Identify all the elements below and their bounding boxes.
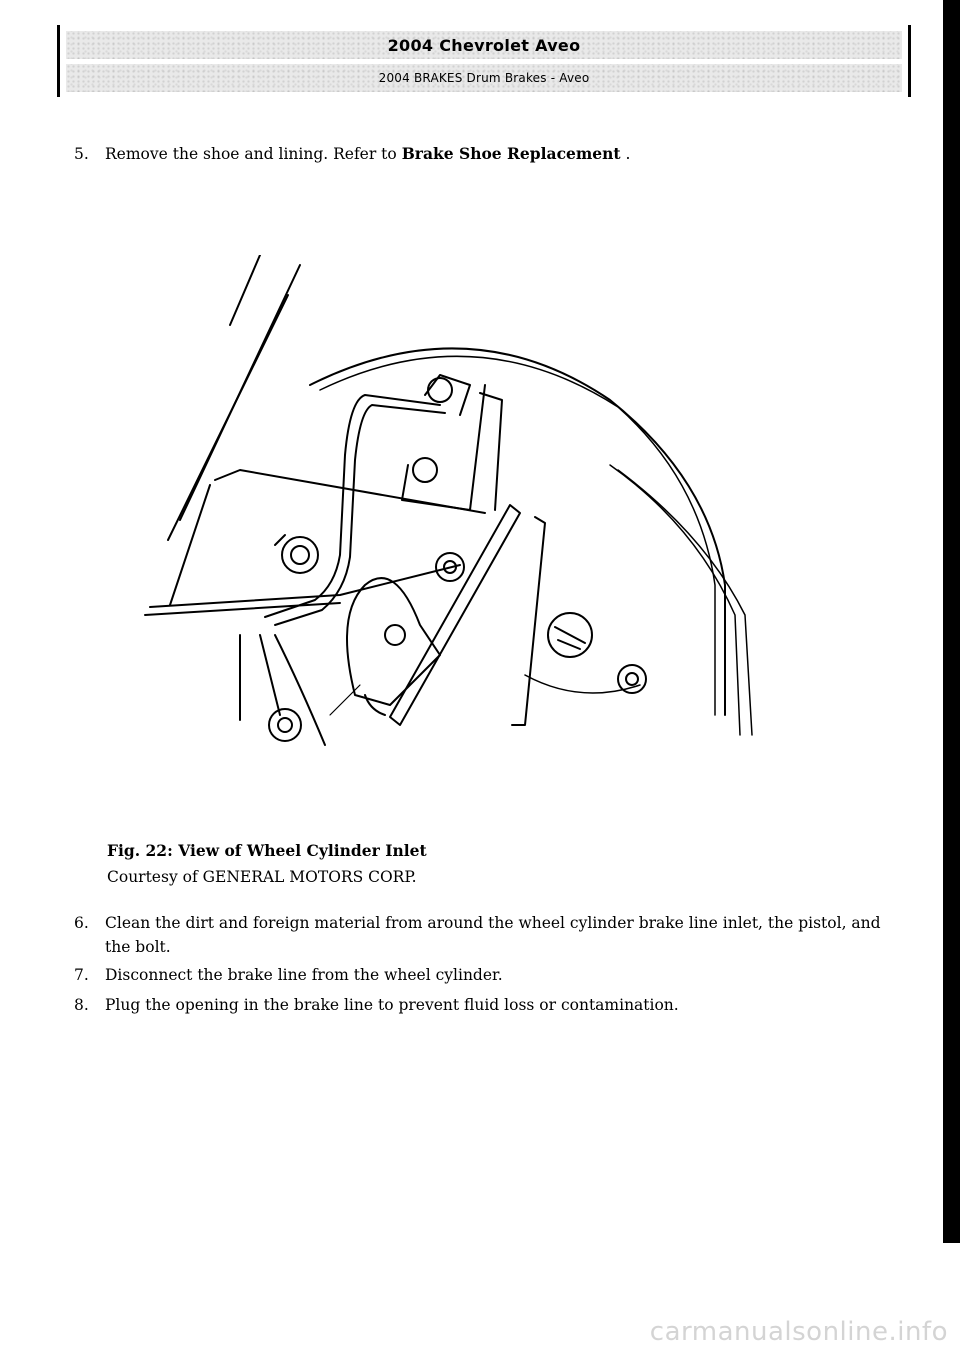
page-edge-rule [943, 0, 960, 1243]
step-number: 6. [74, 914, 89, 932]
header-subtitle-band [66, 64, 902, 92]
header-title: 2004 Chevrolet Aveo [387, 35, 581, 55]
step-text-body: Remove the shoe and lining. Refer to [105, 145, 402, 163]
step-text [105, 142, 904, 166]
step-6 [74, 911, 904, 959]
brake-shoe-replacement-link[interactable]: Brake Shoe Replacement [401, 144, 621, 163]
figure-caption [107, 838, 427, 890]
watermark-logo: carmanualsonline.info [649, 1317, 948, 1347]
figure-caption-credit: Courtesy of GENERAL MOTORS CORP. [107, 868, 417, 886]
header-title-band [66, 31, 902, 59]
step-text: Plug the opening in the brake line to prevent fluid loss or contamination. [105, 996, 679, 1014]
header-subtitle: 2004 BRAKES Drum Brakes - Aveo [378, 71, 590, 85]
step-number: 8. [74, 996, 89, 1014]
step-number: 5. [74, 145, 89, 163]
step-8 [74, 993, 904, 1017]
figure-caption-title: Fig. 22: View of Wheel Cylinder Inlet [107, 841, 427, 860]
step-7 [74, 963, 904, 987]
step-text: Clean the dirt and foreign material from around the wheel cylinder brake line inlet, the pistol, and the bolt. [105, 914, 881, 956]
page-header [57, 25, 911, 97]
wheel-cylinder-illustration [140, 255, 780, 785]
step-text: Disconnect the brake line from the wheel cylinder. [105, 966, 503, 984]
step-5 [74, 142, 904, 166]
step-number: 7. [74, 966, 89, 984]
step-text-tail: . [620, 145, 631, 163]
